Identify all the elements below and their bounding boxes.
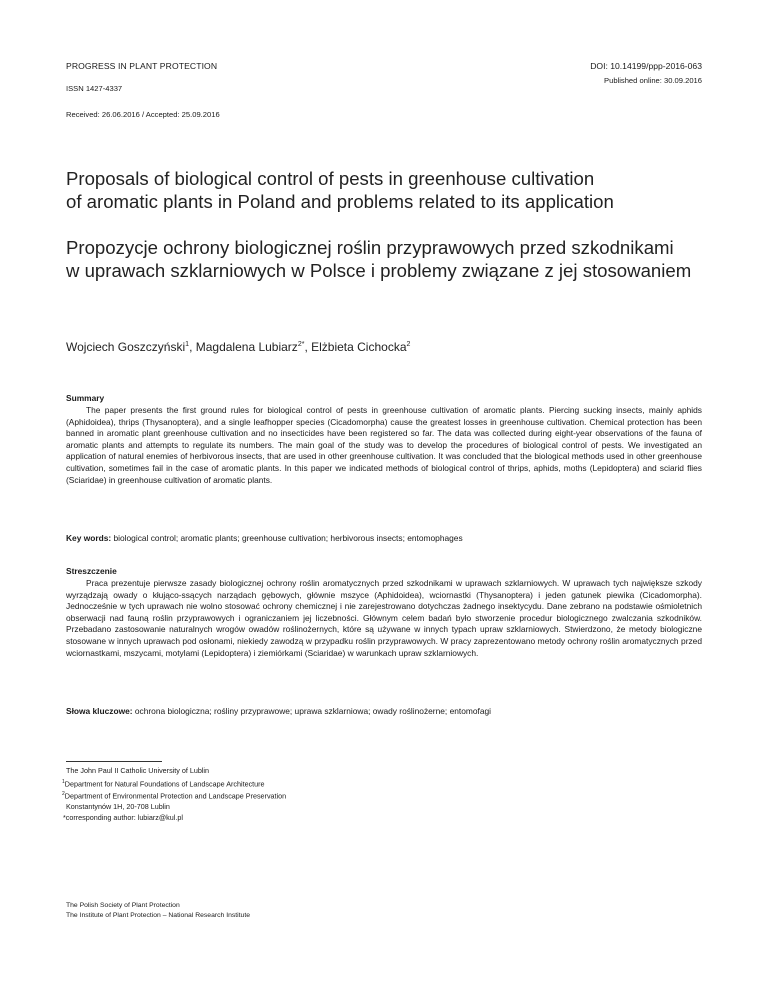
footnote-divider: [66, 761, 162, 762]
keywords-en: [66, 533, 706, 543]
keywords-pl-text: ochrona biologiczna; rośliny przyprawowe; uprawa szklarniowa; owady roślinożerne; entomofagi: [132, 706, 492, 716]
footnote-dept-2: [62, 789, 286, 802]
streszczenie-text: Praca prezentuje pierwsze zasady biologicznej ochrony roślin aromatycznych przed szkodnikami w uprawach szklarniowych. W uprawach tych największe szkody wyrządzają owady o kłująco-ssących narządach gębowych, głównie mszyce (Aphidoidea), wciornastki (Thysanoptera) i jeden gatunek piewika (Cicadomorpha). Jednocześnie w tych uprawach nie wolno stosować ochrony chemicznej i nie zarejestrowano dotychczas żadnego insektycydu. Dane zebrano na podstawie ośmioletnich obserwacji nad fauną roślin przyprawowych i ograniczaniem jej liczebności. Głównym celem badań było stworzenie procedur biologicznego zwalczania szkodników. Przebadano zastosowanie naturalnych wrogów owadów roślinożernych, które są używane w innych typach upraw szklarniowych. Stwierdzono, że metody biologiczne stosowane w innych uprawach pod osłonami, niekiedy zawodzą w przypadku roślin przyprawowych. W pracy zaprezentowano metody ochrony roślin aromatycznych przed wciornastkami, mszycami, motylami (Lepidoptera) i ziemiórkami (Sciaridae) w warunkach upraw szklarniowych.: [66, 578, 702, 658]
footnote-dept-1-text: Department for Natural Foundations of Landscape Architecture: [64, 778, 265, 788]
author-separator: ,: [304, 340, 312, 354]
keywords-pl-label: Słowa kluczowe:: [66, 706, 133, 716]
received-accepted-dates: Received: 26.06.2016 / Accepted: 25.09.2016: [66, 110, 220, 119]
author-2-affiliation: 2*: [297, 341, 305, 348]
society-line-2: The Institute of Plant Protection – National Research Institute: [66, 911, 250, 919]
footnote-dept-2-marker: 2: [62, 791, 65, 798]
doi[interactable]: DOI: 10.14199/ppp-2016-063: [590, 61, 702, 71]
published-online-date: Published online: 30.09.2016: [604, 76, 702, 85]
author-list: [66, 340, 410, 354]
keywords-en-label: Key words:: [66, 533, 112, 543]
publisher-societies: [66, 901, 250, 920]
footnote-address: Konstantynów 1H, 20-708 Lublin: [66, 802, 170, 812]
author-3-affiliation: 2: [406, 341, 411, 348]
journal-name: PROGRESS IN PLANT PROTECTION: [66, 61, 218, 71]
title-english-line-2: of aromatic plants in Poland and problems related to its application: [66, 191, 614, 212]
title-polish-line-1: Propozycje ochrony biologicznej roślin przyprawowych przed szkodnikami: [66, 237, 674, 258]
summary-heading: Summary: [66, 393, 105, 403]
streszczenie-heading: Streszczenie: [66, 566, 117, 576]
footnote-dept-1-marker: 1: [62, 778, 65, 785]
footnote-dept-2-text: Department of Environmental Protection and Landscape Preservation: [64, 791, 287, 801]
author-2: Magdalena Lubiarz: [195, 340, 298, 354]
keywords-pl: [66, 706, 706, 716]
author-3: Elżbieta Cichocka: [311, 340, 407, 354]
title-polish: [66, 236, 706, 282]
society-line-1: The Polish Society of Plant Protection: [66, 902, 180, 909]
summary-text: The paper presents the first ground rules for biological control of pests in greenhouse cultivation of aromatic plants. Piercing sucking insects, mainly aphids (Aphidoidea), thrips (Thysanoptera), and a single leafhopper species (Cicadomorpha) cause the greatest losses in greenhouse cultivation. Chemical protection has been banned in aromatic plant greenhouse cultivation and no insecticides have been registered so far. The data was collected during eight-year observations of the fauna of aromatic plants and attempts to regulate its numbers. The main goal of the study was to develop the procedures of biological control of pests. We investigated an application of natural enemies of herbivorous insects, that are used in other greenhouse cultivation. It was concluded that the biological methods used in other greenhouse cultivation, sometimes fail in the case of aromatic plants. In this paper we indicated methods of biological control of thrips, aphids, moths (Lepidoptera) and sciarid flies (Sciaridae) in greenhouse cultivation of aromatic plants.: [66, 405, 702, 485]
author-1-affiliation: 1: [185, 341, 190, 348]
footnotes: [62, 766, 286, 823]
keywords-en-text: biological control; aromatic plants; greenhouse cultivation; herbivorous insects; entomophages: [111, 533, 463, 543]
footnote-university: The John Paul II Catholic University of Lublin: [66, 766, 210, 775]
footnote-dept-1: [62, 777, 286, 790]
issn: ISSN 1427-4337: [66, 84, 123, 93]
author-1: Wojciech Goszczyński: [66, 340, 186, 354]
footnote-corresponding-author[interactable]: *corresponding author: lubiarz@kul.pl: [63, 812, 183, 822]
author-separator: ,: [189, 340, 196, 354]
title-english: [66, 167, 706, 213]
title-english-line-1: Proposals of biological control of pests in greenhouse cultivation: [66, 168, 595, 189]
title-polish-line-2: w uprawach szklarniowych w Polsce i problemy związane z jej stosowaniem: [66, 260, 692, 281]
